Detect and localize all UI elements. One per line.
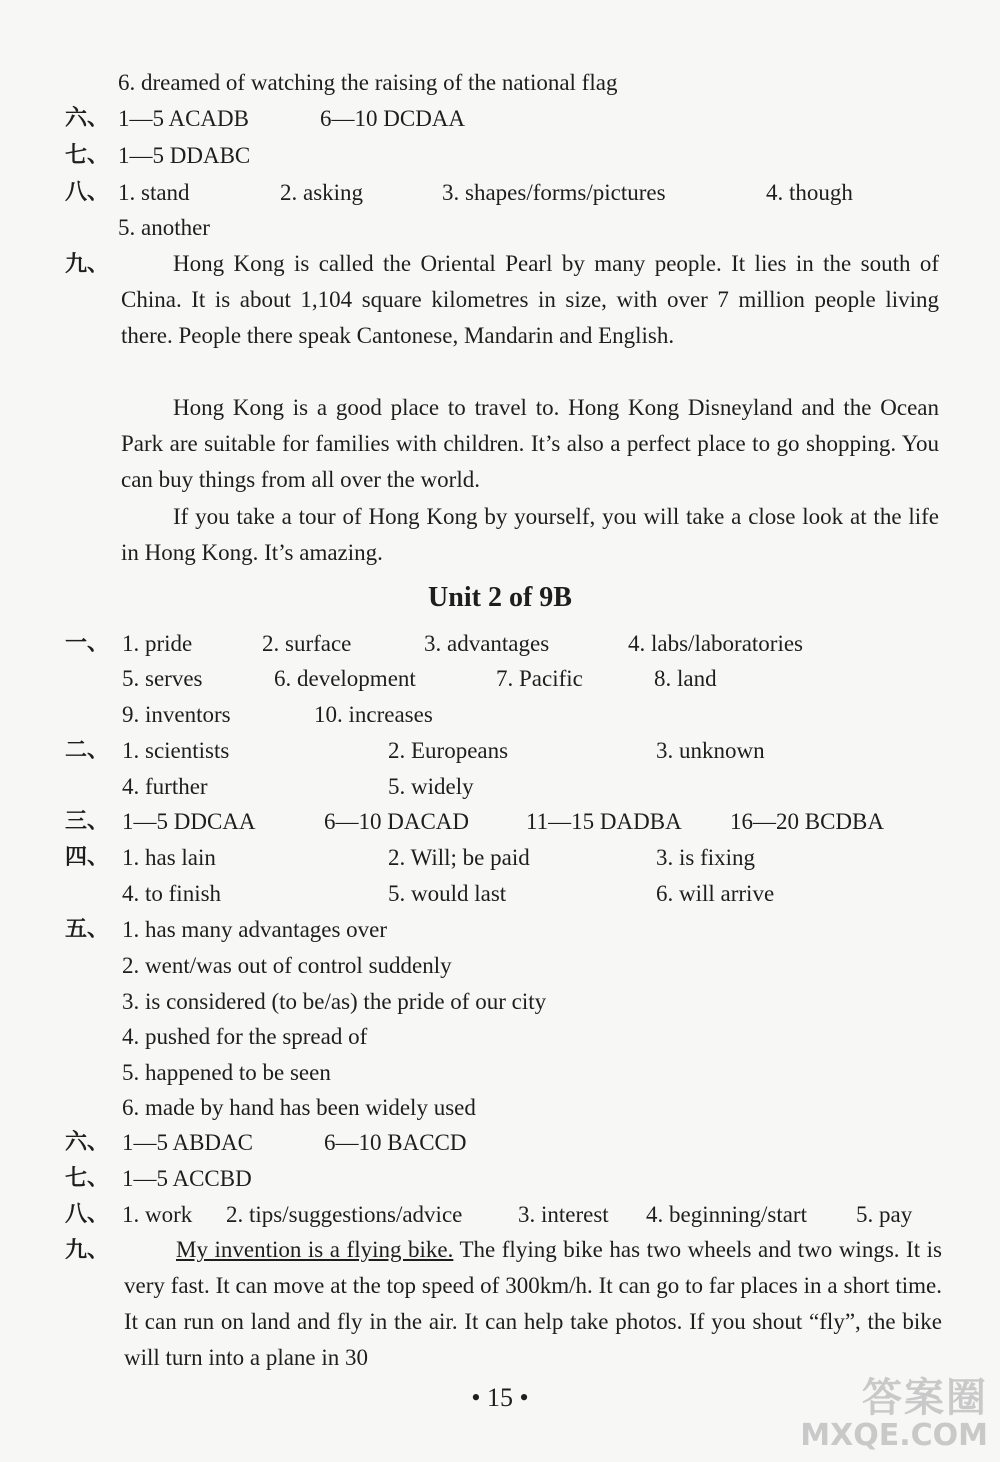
section-label-2: 二、 [65,738,110,763]
answer-item: 3. interest [518,1202,609,1227]
answer-item-6: 6. dreamed of watching the raising of the national flag [118,70,618,95]
answer-group: 6—10 DACAD [324,809,470,834]
answer-group: 11—15 DADBA [526,809,682,834]
answer-group: 1—5 ACCBD [122,1166,252,1191]
watermark-logo: 答案圈 [862,1375,988,1421]
answer-item: 2. Europeans [388,738,509,763]
answer-item: 9. inventors [122,702,231,727]
section-label-5: 五、 [65,917,110,942]
answer-group: 1—5 DDCAA [122,809,256,834]
answer-group: 16—20 BCDBA [730,809,884,834]
section-label-8b: 八、 [65,1202,110,1227]
answer-item: 1. has many advantages over [122,917,388,942]
answer-item: 5. widely [388,774,474,799]
answer-item: 2. surface [262,631,352,656]
answer-group: 6—10 BACCD [324,1130,467,1155]
answer-item: 1. work [122,1202,193,1227]
answer-item: 5. serves [122,666,203,691]
answer-item: 5. pay [856,1202,913,1227]
answer-item: 5. another [118,215,210,240]
essay-paragraph-3: If you take a tour of Hong Kong by yourself, you will take a close look at the life in Hong Kong. It’s amazing. [121,504,939,565]
page-number: • 15 • [471,1383,529,1412]
answer-item: 4. beginning/start [646,1202,807,1227]
answer-item: 6. made by hand has been widely used [122,1095,476,1120]
unit-heading: Unit 2 of 9B [428,582,572,613]
answer-item: 4. to finish [122,881,222,906]
answer-group: 1—5 DDABC [118,143,251,168]
section-label-8: 八、 [65,180,110,205]
essay-paragraph-2: Hong Kong is a good place to travel to. Hong Kong Disneyland and the Ocean Park are suitable for families with children. It’s also a perfect place to go shopping. You can buy things from all over the world. [121,395,939,492]
answer-item: 3. unknown [656,738,765,763]
section-label-6b: 六、 [65,1130,110,1155]
answer-item: 3. advantages [424,631,550,656]
answer-item: 1. pride [122,631,193,656]
answer-item: 4. labs/laboratories [628,631,804,656]
essay-text: The flying bike has two wheels and two wings. It is very fast. It can move at the top speed of 300km/h. It can go to far places in a short time. It can run on land and fly in the air. It can help take photos. If you shout “fly”, the bike will turn into a plane in 30 [124,1237,942,1370]
section-label-6: 六、 [65,106,110,131]
answer-item: 8. land [654,666,717,691]
answer-item: 4. further [122,774,208,799]
answer-item: 10. increases [314,702,433,727]
watermark [800,1376,988,1452]
section-label-9b: 九、 [65,1238,110,1263]
section-label-7b: 七、 [65,1166,110,1191]
answer-item: 3. is fixing [656,845,756,870]
answer-item: 2. asking [280,180,364,205]
section-label-1: 一、 [65,631,110,656]
answer-item: 1. scientists [122,738,230,763]
answer-group: 1—5 ABDAC [122,1130,253,1155]
underlined-sentence: My invention is a flying bike. [176,1237,454,1262]
answer-item: 6. will arrive [656,881,775,906]
answer-item: 6. development [274,666,416,691]
answer-item: 5. would last [388,881,507,906]
section-label-9: 九、 [65,252,110,277]
section-label-4: 四、 [65,845,110,870]
answer-item: 1. stand [118,180,190,205]
answer-item: 4. though [766,180,853,205]
answer-item: 7. Pacific [496,666,583,691]
answer-item: 2. went/was out of control suddenly [122,953,452,978]
essay-paragraph-1: Hong Kong is called the Oriental Pearl by many people. It lies in the south of China. It is about 1,104 square kilometres in size, with over 7 million people living there. People there speak Cantonese, Mandarin and English. [121,251,939,348]
answer-group: 6—10 DCDAA [320,106,466,131]
answer-group: 1—5 ACADB [118,106,249,131]
answer-item: 3. is considered (to be/as) the pride of our city [122,989,547,1014]
answer-item: 1. has lain [122,845,216,870]
answer-item: 4. pushed for the spread of [122,1024,368,1049]
answer-item: 2. tips/suggestions/advice [226,1202,463,1227]
answer-item: 3. shapes/forms/pictures [442,180,666,205]
answer-item: 2. Will; be paid [388,845,530,870]
section-label-3: 三、 [65,809,110,834]
watermark-site: MXQE.COM [800,1418,988,1453]
section-label-7: 七、 [65,143,110,168]
essay-paragraph-invention [124,1232,942,1376]
answer-item: 5. happened to be seen [122,1060,331,1085]
